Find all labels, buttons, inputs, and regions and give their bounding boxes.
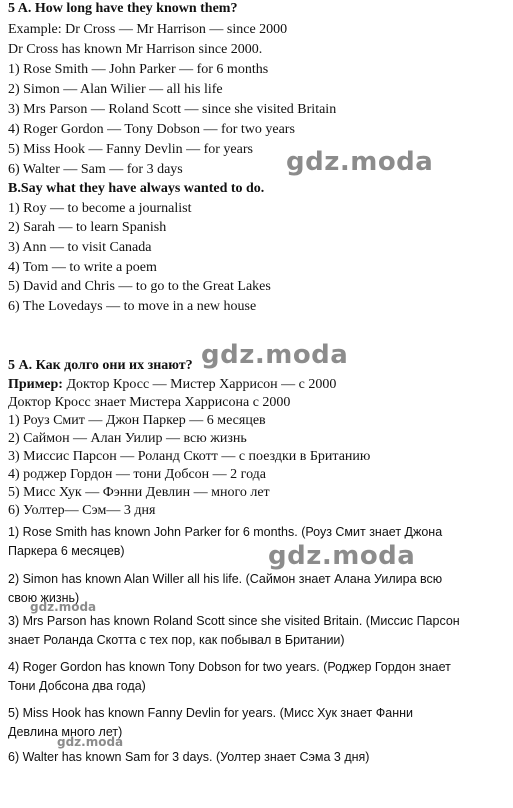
answer-line: Девлина много лет): [8, 725, 123, 739]
translation-example-text: Доктор Кросс — Мистер Харрисон — с 2000: [62, 377, 337, 392]
answer-line: 5) Miss Hook has known Fanny Devlin for years. (Мисс Хук знает Фанни: [8, 706, 413, 720]
translation-item: 2) Саймон — Алан Уилир — всю жизнь: [8, 431, 247, 446]
watermark-logo: gdz.moda: [286, 147, 434, 177]
translation-item: 5) Мисс Хук — Фэнни Девлин — много лет: [8, 485, 270, 500]
exercise-b-item: 3) Ann — to visit Canada: [8, 240, 152, 255]
watermark-logo: gdz.moda: [201, 340, 349, 370]
translation-item: 1) Роуз Смит — Джон Паркер — 6 месяцев: [8, 413, 266, 428]
answer-line: 6) Walter has known Sam for 3 days. (Уолтер знает Сэма 3 дня): [8, 750, 370, 764]
watermark-logo: gdz.moda: [57, 735, 124, 749]
watermark-logo: gdz.moda: [268, 541, 416, 571]
exercise-a-item: 5) Miss Hook — Fanny Devlin — for years: [8, 142, 253, 157]
exercise-a-example-answer: Dr Cross has known Mr Harrison since 2000.: [8, 42, 263, 57]
translation-item: 4) роджер Гордон — тони Добсон — 2 года: [8, 467, 267, 482]
exercise-b-title: B.Say what they have always wanted to do.: [8, 181, 265, 196]
answer-line: 3) Mrs Parson has known Roland Scott since she visited Britain. (Миссис Парсон: [8, 614, 460, 628]
answer-line: 1) Rose Smith has known John Parker for 6 months. (Роуз Смит знает Джона: [8, 525, 443, 539]
answer-line: знает Роланда Скотта с тех пор, как побывал в Британии): [8, 633, 345, 647]
watermark-logo: gdz.moda: [30, 600, 97, 614]
translation-example: [8, 377, 336, 393]
exercise-b-item: 4) Tom — to write a poem: [8, 260, 157, 275]
exercise-a-item: 3) Mrs Parson — Roland Scott — since she visited Britain: [8, 102, 337, 117]
exercise-b-item: 6) The Lovedays — to move in a new house: [8, 299, 257, 314]
exercise-a-item: 4) Roger Gordon — Tony Dobson — for two years: [8, 122, 295, 137]
answer-line: 4) Roger Gordon has known Tony Dobson for two years. (Роджер Гордон знает: [8, 660, 451, 674]
answer-line: свою жизнь): [8, 591, 80, 605]
translation-title: 5 А. Как долго они их знают?: [8, 358, 193, 373]
translation-item: 6) Уолтер— Сэм— 3 дня: [8, 503, 156, 518]
translation-item: 3) Миссис Парсон — Роланд Скотт — с поездки в Британию: [8, 449, 371, 464]
exercise-a-title: 5 A. How long have they known them?: [8, 1, 238, 16]
exercise-b-item: 5) David and Chris — to go to the Great Lakes: [8, 279, 271, 294]
exercise-b-item: 1) Roy — to become a journalist: [8, 201, 192, 216]
exercise-a-item: 1) Rose Smith — John Parker — for 6 months: [8, 62, 269, 77]
exercise-a-item: 6) Walter — Sam — for 3 days: [8, 162, 183, 177]
translation-example-label: Пример:: [8, 377, 63, 392]
exercise-a-example: Example: Dr Cross — Mr Harrison — since 2000: [8, 22, 288, 37]
exercise-b-item: 2) Sarah — to learn Spanish: [8, 220, 167, 235]
answer-line: Тони Добсона два года): [8, 679, 146, 693]
answer-line: Паркера 6 месяцев): [8, 544, 125, 558]
answer-line: 2) Simon has known Alan Willer all his life. (Саймон знает Алана Уилира всю: [8, 572, 443, 586]
translation-example-answer: Доктор Кросс знает Мистера Харрисона с 2000: [8, 395, 291, 410]
exercise-a-item: 2) Simon — Alan Wilier — all his life: [8, 82, 223, 97]
